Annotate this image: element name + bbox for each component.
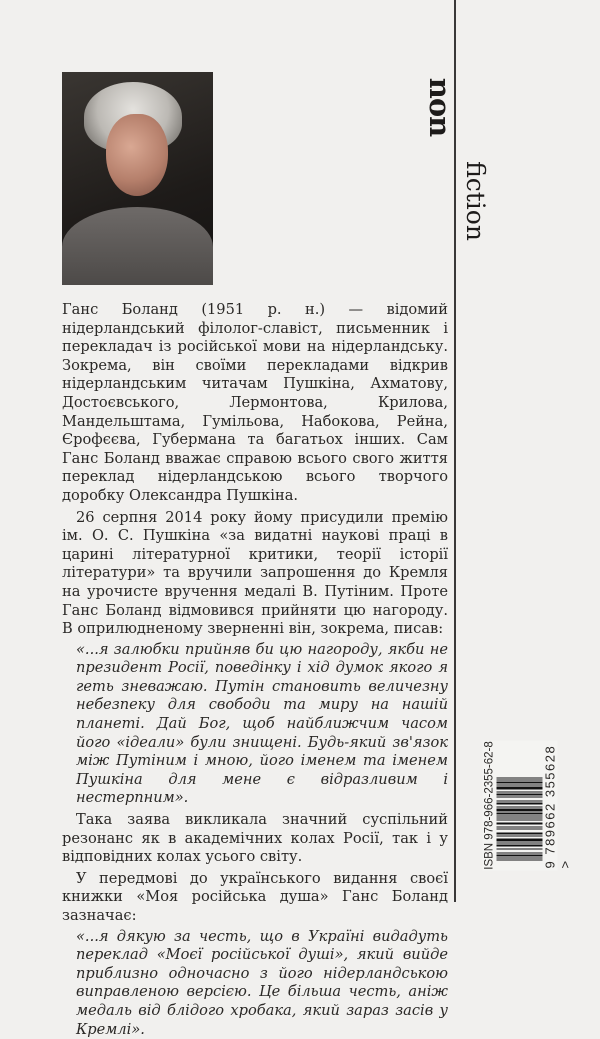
barcode-bar <box>497 787 543 790</box>
barcode-bars <box>497 747 543 861</box>
barcode-bar <box>497 780 543 781</box>
barcode-bar <box>497 843 543 844</box>
photo-face <box>106 114 168 196</box>
barcode-bar <box>497 784 543 785</box>
barcode-bar <box>497 825 543 827</box>
bio-paragraph-1: Ганс Боланд (1951 р. н.) — відомий нідерландський філолог-славіст, письменник і перекладач із російської мови на нідерландську. Зокрема, він своїми перекладами відкрив нідерландським читачам Пушкіна, Ахматову, Достоєвського, Лермонтова, Крилова, Мандельштама, Гумільова, Набокова, Рейна, Єрофєєва, Губермана та багатьох інших. Сам Ганс Боланд вважає справою всього свого життя переклад нідерландською всього творчого доробку Олександра Пушкіна. <box>62 301 448 504</box>
barcode-bar <box>497 833 543 835</box>
barcode-bar <box>497 817 543 818</box>
barcode-digits: 9 789662 355628 > <box>542 744 573 869</box>
barcode-bar <box>497 808 543 809</box>
barcode-bar <box>497 830 543 833</box>
barcode-bar <box>497 816 543 817</box>
barcode-bar <box>497 850 543 853</box>
barcode-bar <box>497 818 543 819</box>
barcode-bar <box>497 828 543 829</box>
barcode-bar <box>497 853 543 854</box>
barcode-bar <box>497 793 543 794</box>
quote-2: «...я дякую за честь, що в Україні видадуть переклад «Моєї російської душі», який вийде приблизно одночасно з його нідерландською виправленою версією. Це більша честь, аніж медаль від блідого хробака, який зараз засів у Кремлі». <box>76 927 448 1038</box>
barcode-bar <box>497 823 543 825</box>
barcode-bar <box>497 849 543 850</box>
barcode-bar <box>497 815 543 816</box>
barcode-bar <box>497 802 543 803</box>
barcode-bar <box>497 790 543 792</box>
barcode-bar <box>497 794 543 796</box>
barcode-bar <box>497 827 543 828</box>
barcode-bar <box>497 836 543 837</box>
isbn-text: ISBN 978-966-2355-62-8 <box>483 741 496 870</box>
barcode-bar <box>497 796 543 797</box>
barcode-bar <box>497 839 543 842</box>
barcode-bar <box>497 819 543 820</box>
barcode-bar <box>497 782 543 784</box>
isbn-barcode <box>483 741 573 871</box>
barcode-bar <box>497 860 543 861</box>
barcode-bar <box>497 847 543 849</box>
barcode-bar <box>497 797 543 798</box>
bio-paragraph-3: Така заява викликала значний суспільний резонанс як в академічних колах Росії, так і у відповідних колах усього світу. <box>62 811 448 866</box>
barcode-bar <box>497 798 543 801</box>
barcode-bar <box>497 837 543 839</box>
bio-paragraph-4: У передмові до українського видання своєї книжки «Моя російська душа» Ганс Боланд зазначає: <box>62 869 448 924</box>
barcode-bar <box>497 805 543 807</box>
barcode-bar <box>497 778 543 779</box>
barcode-bar <box>497 801 543 802</box>
barcode-bar <box>497 857 543 858</box>
barcode-bar <box>497 781 543 782</box>
barcode-bar <box>497 809 543 812</box>
barcode-bar <box>497 813 543 815</box>
quote-1: «...я залюбки прийняв би цю нагороду, якби не президент Росії, поведінку і хід думок якого я геть зневажаю. Путін становить величезну небезпеку для свободи та миру на нашій планеті. Дай Бог, щоб найближчим часом його «ідеали» були знищені. Будь-який зв'язок між Путіним і мною, його іменем та іменем Пушкіна для мене є відразливим і нестерпним». <box>76 640 448 807</box>
barcode-bar <box>497 812 543 813</box>
bio-paragraph-2: 26 серпня 2014 року йому присудили премію ім. О. С. Пушкіна «за видатні наукові праці в царині літературної критики, теорії історії літератури» та вручили запрошення до Кремля на урочисте вручення медалі В. Путіним. Проте Ганс Боланд відмовився прийняти цю нагороду. В оприлюдненому зверненні він, зокрема, писав: <box>62 508 448 638</box>
barcode-bar <box>497 855 543 857</box>
barcode-bar <box>497 858 543 859</box>
barcode-bar <box>497 842 543 843</box>
logo-non: non <box>423 77 457 137</box>
barcode-bar <box>497 859 543 860</box>
barcode-bar <box>497 829 543 830</box>
barcode-bar <box>497 821 543 823</box>
barcode-bar <box>497 854 543 855</box>
author-photo <box>62 72 213 285</box>
logo-fiction: fiction <box>461 161 490 241</box>
barcode-bar <box>497 835 543 836</box>
barcode-bar <box>497 803 543 805</box>
barcode-bar <box>497 845 543 847</box>
barcode-bar <box>497 786 543 787</box>
photo-shirt <box>62 207 213 285</box>
barcode-bar <box>497 844 543 845</box>
barcode-bar <box>497 820 543 821</box>
author-bio <box>62 301 448 1039</box>
barcode-bar <box>497 779 543 780</box>
barcode-bar <box>497 807 543 808</box>
barcode-bar <box>497 785 543 786</box>
barcode-bar <box>497 792 543 793</box>
